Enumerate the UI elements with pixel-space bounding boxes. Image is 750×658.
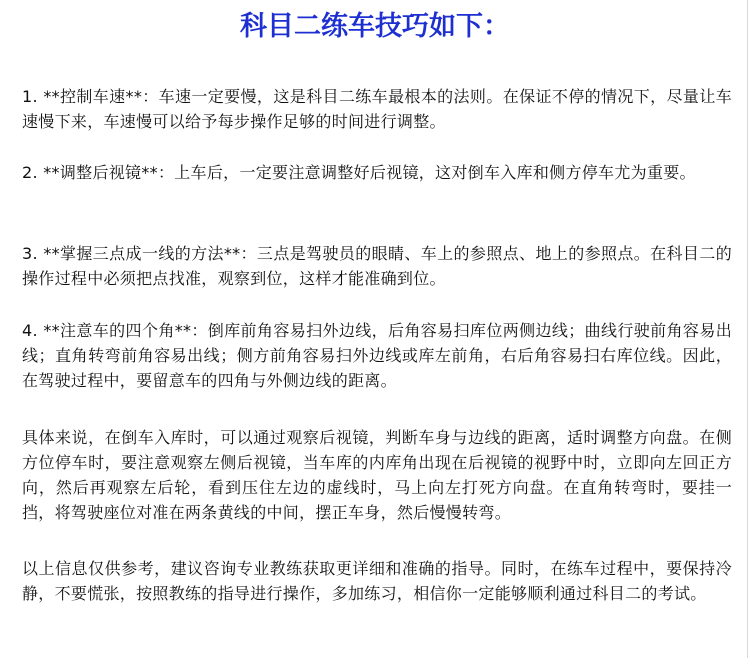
page-border xyxy=(747,0,748,658)
page-title: 科目二练车技巧如下： xyxy=(240,11,510,42)
paragraph-four-corners: 4. **注意车的四个角**：倒库前角容易扫外边线，后角容易扫库位两侧边线；曲线行驶前角容易出线；直角转弯前角容易出线；侧方前角容易扫外边线或库左前角，右后角容易扫右库位线。因此，在驾驶过程中，要留意车的四角与外侧边线的距离。 xyxy=(22,321,732,390)
paragraph-conclusion: 以上信息仅供参考，建议咨询专业教练获取更详细和准确的指导。同时，在练车过程中，要保持冷静，不要慌张，按照教练的指导进行操作，多加练习，相信你一定能够顺利通过科目二的考试。 xyxy=(22,559,732,603)
paragraph-details: 具体来说，在倒车入库时，可以通过观察后视镜，判断车身与边线的距离，适时调整方向盘。在侧方位停车时，要注意观察左侧后视镜，当车库的内库角出现在后视镜的视野中时，立即向左回正方向，然后再观察左后轮，看到压住左边的虚线时，马上向左打死方向盘。在直角转弯时，要挂一挡，将驾驶座位对准在两条黄线的中间，摆正车身，然后慢慢转弯。 xyxy=(22,428,732,522)
paragraph-speed-control: 1. **控制车速**：车速一定要慢，这是科目二练车最根本的法则。在保证不停的情况下，尽量让车速慢下来，车速慢可以给予每步操作足够的时间进行调整。 xyxy=(22,87,732,131)
paragraph-mirror-adjust: 2. **调整后视镜**：上车后，一定要注意调整好后视镜，这对倒车入库和侧方停车尤为重要。 xyxy=(22,163,696,182)
paragraph-three-points: 3. **掌握三点成一线的方法**：三点是驾驶员的眼睛、车上的参照点、地上的参照点。在科目二的操作过程中必须把点找准，观察到位，这样才能准确到位。 xyxy=(22,244,732,288)
